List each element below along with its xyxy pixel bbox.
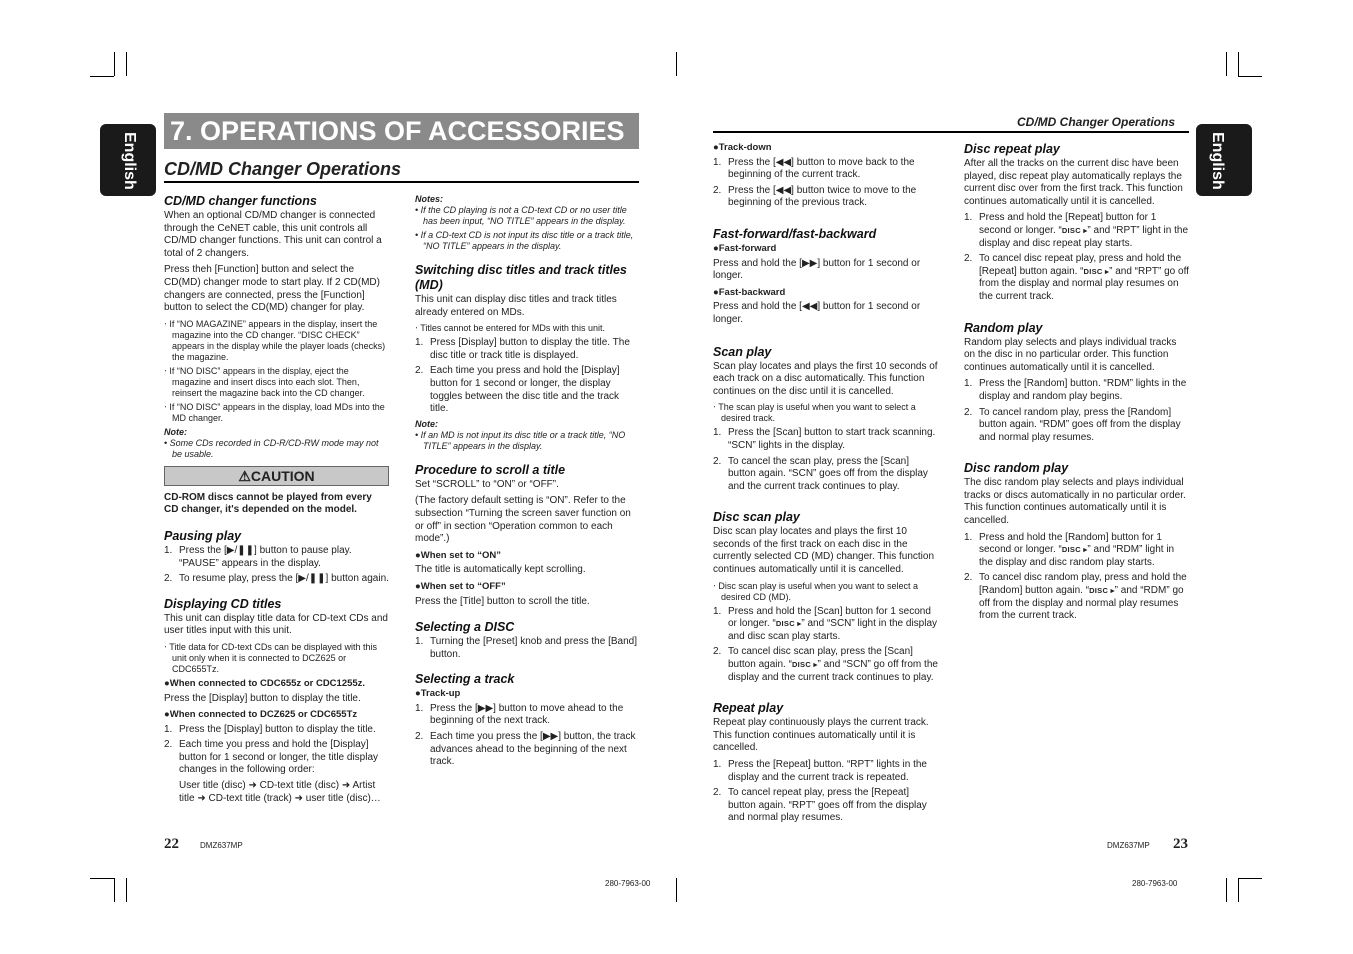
list-item: 1. Press and hold the [Random] button for 1 second or longer. “DISC ▸” and “RDM” light in the display and disc random play starts. <box>964 531 1175 568</box>
heading-disc-repeat-play: Disc repeat play <box>964 142 1060 156</box>
column-2 <box>415 194 640 772</box>
heading-selecting-disc: Selecting a DISC <box>415 620 515 635</box>
language-tab-label: English <box>121 132 138 190</box>
list-item: 2. To cancel random play, press the [Random] button again. “RDM” goes off from the display and normal play resumes. <box>964 406 1181 443</box>
disc-indicator-icon: DISC ▸ <box>1089 586 1115 596</box>
list-item: 1. Press the [▶▶] button to move ahead to the beginning of the next track. <box>415 702 624 727</box>
bullet-heading: ●Fast-forward <box>713 242 777 254</box>
note-item: ‧ Title data for CD-text CDs can be displayed with this unit only when it is connected to DCZ625 or CDC655Tz. <box>164 641 377 674</box>
language-tab-right <box>1196 124 1252 196</box>
heading-selecting-track: Selecting a track <box>415 672 515 687</box>
note-item: • If an MD is not input its disc title or a track title, “NO TITLE” appears in the display. <box>415 429 626 451</box>
paragraph: Press the [Title] button to scroll the title. <box>415 595 590 607</box>
title-order: User title (disc) ➜ CD-text title (disc) ➜ Artist title ➜ CD-text title (track) ➜ user title (disc)… <box>179 780 381 804</box>
note-item: • If a CD-text CD is not input its disc title or a track title, “NO TITLE” appears in the display. <box>415 230 634 251</box>
code-right: 280-7963-00 <box>1132 879 1178 888</box>
note-item: ‧ If “NO DISC” appears in the display, eject the magazine and insert discs into each slot. Then, reinsert the magazine back into the CD changer. <box>164 365 365 398</box>
heading-scroll-title: Procedure to scroll a title <box>415 462 566 477</box>
note-item: ‧ Disc scan play is useful when you want to select a desired CD (MD). <box>713 580 918 602</box>
disc-indicator-icon: DISC ▸ <box>1061 225 1088 235</box>
bullet-heading: ●Track-up <box>415 688 461 700</box>
paragraph: (The factory default setting is “ON”. Refer to the subsection “Turning the screen saver function on or off” in section “Operation common to each mode”.) <box>415 495 631 545</box>
code-left: 280-7963-00 <box>605 879 651 888</box>
list-item: 2. Each time you press and hold the [Display] button for 1 second or longer, the display toggles between the disc title and the track title. <box>415 365 620 415</box>
note-item: ‧ If “NO MAGAZINE” appears in the display, insert the magazine into the CD changer. “DISC CHECK” appears in the display while the player loads (checks) the magazine. <box>164 318 386 362</box>
chapter-title: 7. OPERATIONS OF ACCESSORIES <box>170 116 625 146</box>
bullet-heading: ●Track-down <box>713 142 772 153</box>
list-item: 2. Each time you press and hold the [Display] button for 1 second or longer, the title display changes in the following order: <box>164 739 379 776</box>
heading-pausing-play: Pausing play <box>164 528 242 543</box>
column-4 <box>964 142 1190 626</box>
paragraph: Disc scan play locates and plays the first 10 seconds of the first track on each disc in the currently selected CD (MD) changer. This function continues automatically until it is cancelled. <box>713 526 935 576</box>
model-left: DMZ637MP <box>200 841 243 850</box>
list-item: 1. Press the [Random] button. “RDM” lights in the display and random play begins. <box>964 378 1187 402</box>
notes-label: Notes: <box>415 194 444 204</box>
note-item: ‧ If “NO DISC” appears in the display, load MDs into the MD changer. <box>164 401 385 423</box>
heading-disc-random-play: Disc random play <box>964 461 1069 476</box>
language-tab-label: English <box>1209 132 1226 190</box>
bullet-heading: ●Fast-backward <box>713 286 786 298</box>
list-item: 1. Turning the [Preset] knob and press the [Band] button. <box>415 636 637 660</box>
language-tab-left <box>100 124 156 196</box>
list-item: 1. Press and hold the [Repeat] button for 1 second or longer. “DISC ▸” and “RPT” light in the display and disc repeat play starts. <box>964 212 1189 249</box>
heading-displaying-cd-titles: Displaying CD titles <box>164 596 282 611</box>
list-item: 2. To cancel the scan play, press the [Scan] button again. “SCN” goes off from the display and the current track continues to play. <box>713 455 928 492</box>
list-item: 1. Press the [Repeat] button. “RPT” lights in the display and the current track is repeated. <box>713 759 927 783</box>
page-number-right: 23 <box>1173 836 1188 852</box>
paragraph: The disc random play selects and plays individual tracks or discs automatically in no particular order. This function continues automatically until it is cancelled. <box>964 477 1186 527</box>
heading-changer-functions: CD/MD changer functions <box>164 194 317 208</box>
list-item: 2. Press the [◀◀] button twice to move to the beginning of the previous track. <box>713 184 917 209</box>
list-item: 2. Each time you press the [▶▶] button, the track advances ahead to the beginning of the next track. <box>415 731 636 768</box>
bullet-heading: ●When connected to CDC655z or CDC1255z. <box>164 677 366 689</box>
note-label: Note: <box>415 418 438 429</box>
column-1 <box>164 194 389 805</box>
section-rule <box>164 181 639 183</box>
list-item: 2. To cancel disc random play, press and hold the [Random] button again. “DISC ▸” and “RDM” go off from the display and normal play resumes from the current track. <box>964 572 1187 622</box>
paragraph: Random play selects and plays individual tracks on the disc in no particular order. This function continues automatically until it is cancelled. <box>964 336 1177 373</box>
caution-label: CAUTION <box>250 467 315 484</box>
caution-text: CD-ROM discs cannot be played from every CD changer, it's depended on the model. <box>164 491 372 516</box>
paragraph: After all the tracks on the current disc have been played, disc repeat play automatically replays the current disc over from the first track. This function continues automatically until it is cancelled. <box>964 158 1183 207</box>
note-item: ‧ Titles cannot be entered for MDs with this unit. <box>415 323 605 334</box>
page-number-left: 22 <box>164 836 179 852</box>
paragraph: This unit can display disc titles and track titles already entered on MDs. <box>415 294 617 318</box>
list-item: 2. To cancel disc repeat play, press and hold the [Repeat] button again. “DISC ▸” and “RPT” go off from the display and normal play resumes on the current track. <box>964 253 1189 302</box>
list-item: 1. Press the [◀◀] button to move back to the beginning of the current track. <box>713 156 915 181</box>
heading-repeat-play: Repeat play <box>713 701 784 716</box>
list-item: 1. Press [Display] button to display the title. The disc title or track title is displayed. <box>415 337 630 361</box>
list-item: 2. To cancel repeat play, press the [Repeat] button again. “RPT” goes off from the display and normal play resumes. <box>713 787 927 824</box>
list-item: 2. To cancel disc scan play, press the [Scan] button again. “DISC ▸” and “SCN” go off from the display and the current track continues to play. <box>713 646 938 683</box>
heading-scan-play: Scan play <box>713 344 772 359</box>
list-item: 1. Press the [Display] button to display the title. <box>164 723 376 735</box>
paragraph: Set “SCROLL” to “ON” or “OFF”. <box>415 478 559 490</box>
paragraph: Scan play locates and plays the first 10 seconds of each track on a disc automatically. This function continues on the disc until it is cancelled. <box>713 360 938 397</box>
paragraph: The title is automatically kept scrolling. <box>415 564 586 576</box>
paragraph: Press and hold the [◀◀] button for 1 second or longer. <box>713 301 921 325</box>
list-item: 1. Press the [Scan] button to start track scanning. “SCN” lights in the display. <box>713 427 936 451</box>
paragraph: When an optional CD/MD changer is connected through the CeNET cable, this unit controls all CD/MD changer functions. This unit can control a total of 2 changers. <box>164 210 382 259</box>
paragraph: Press and hold the [▶▶] button for 1 second or longer. <box>713 257 921 282</box>
note-label: Note: <box>164 426 187 437</box>
paragraph: Press the [Display] button to display the title. <box>164 692 361 704</box>
heading-switching-titles: Switching disc titles and track titles (MD) <box>415 263 627 292</box>
running-head-rule <box>713 131 1189 133</box>
bullet-heading: ●When connected to DCZ625 or CDC655Tz <box>164 709 358 721</box>
section-title: CD/MD Changer Operations <box>164 159 402 179</box>
paragraph: This unit can display title data for CD-text CDs and user titles input with this unit. <box>164 612 388 637</box>
column-3 <box>713 142 939 828</box>
heading-disc-scan-play: Disc scan play <box>713 510 800 525</box>
note-item: ‧ The scan play is useful when you want to select a desired track. <box>713 402 916 424</box>
disc-indicator-icon: DISC ▸ <box>791 660 818 670</box>
disc-indicator-icon: DISC ▸ <box>775 619 802 629</box>
heading-random-play: Random play <box>964 320 1043 335</box>
disc-indicator-icon: DISC ▸ <box>1083 266 1110 276</box>
note-item: • If the CD playing is not a CD-text CD or no user title has been input, “NO TITLE” appears in the display. <box>415 205 627 226</box>
chapter-title-bar <box>164 113 639 149</box>
list-item: 2. To resume play, press the [▶/❚❚] button again. <box>164 573 389 585</box>
caution-bar <box>164 466 389 486</box>
model-right: DMZ637MP <box>1107 841 1150 850</box>
bullet-heading: ●When set to “ON” <box>415 549 501 561</box>
paragraph: Repeat play continuously plays the current track. This function continues automatically until it is cancelled. <box>713 717 929 754</box>
heading-fast-forward: Fast-forward/fast-backward <box>713 226 877 241</box>
running-head: CD/MD Changer Operations <box>1017 115 1176 129</box>
bullet-heading: ●When set to “OFF” <box>415 580 506 592</box>
warning-icon: ⚠ <box>238 467 251 484</box>
note-item: • Some CDs recorded in CD-R/CD-RW mode may not be usable. <box>164 437 379 459</box>
disc-indicator-icon: DISC ▸ <box>1061 545 1088 555</box>
paragraph: Press theh [Function] button and select the CD(MD) changer mode to start play. If 2 CD(MD) changers are connected, press the [Function] button to select the CD(MD) changer for play. <box>164 264 380 314</box>
list-item: 1. Press and hold the [Scan] button for 1 second or longer. “DISC ▸” and “SCN” light in the display and disc scan play starts. <box>713 605 938 642</box>
list-item: 1. Press the [▶/❚❚] button to pause play. “PAUSE” appears in the display. <box>164 544 352 569</box>
